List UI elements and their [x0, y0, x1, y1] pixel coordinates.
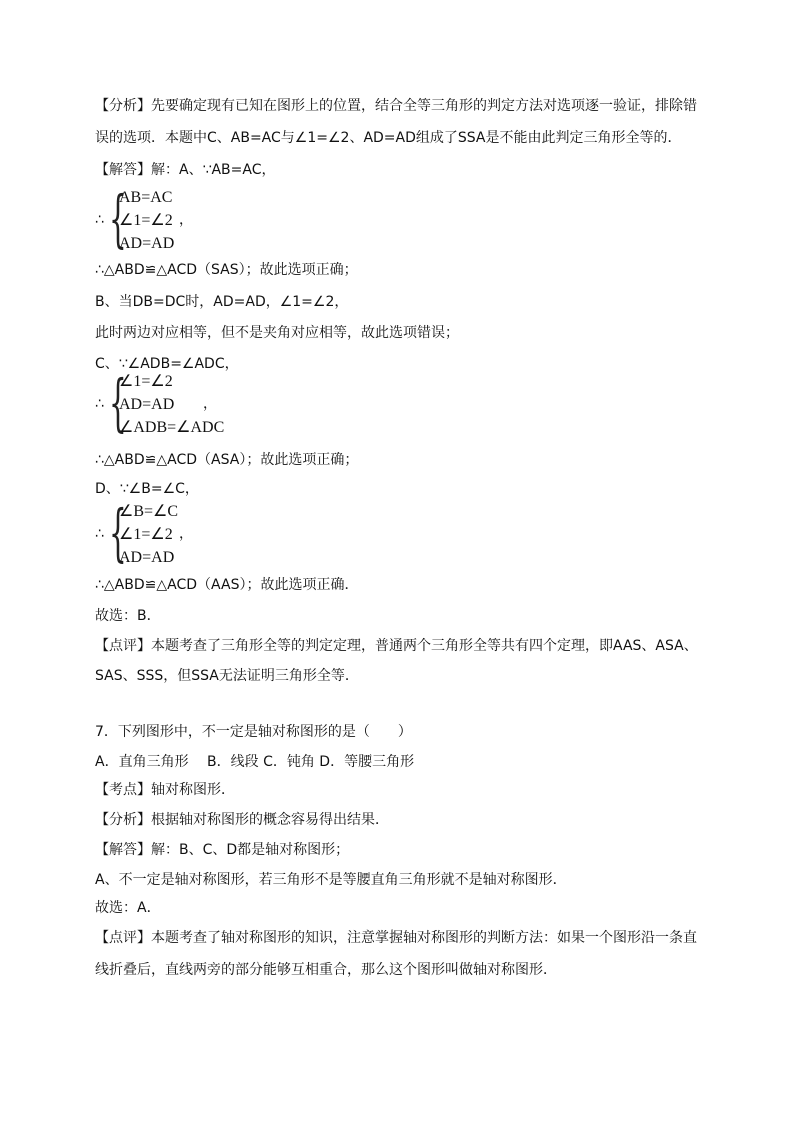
- question-7-stem: 7．下列图形中，不一定是轴对称图形的是（ ）: [95, 724, 412, 740]
- system-rows: [119, 500, 178, 569]
- equation-system-a: [95, 184, 335, 256]
- left-brace: {: [109, 182, 127, 255]
- system-comma: ，: [179, 212, 193, 228]
- left-brace: {: [109, 496, 127, 569]
- conclusion-a: ∴△ABD≌△ACD（SAS）；故此选项正确；: [95, 262, 358, 278]
- option-d-intro: D、∵∠B=∠C，: [95, 481, 199, 497]
- equation-system-d: [95, 498, 335, 570]
- therefore-symbol: ∴: [95, 212, 104, 228]
- system-rows: [119, 186, 174, 255]
- analysis-line-2: 误的选项．本题中C、AB=AC与∠1=∠2、AD=AD组成了SSA是不能由此判定三角形全等的．: [95, 130, 682, 146]
- option-b-line-2: 此时两边对应相等，但不是夹角对应相等，故此选项错误；: [95, 325, 459, 341]
- system-row: ∠1=∠2: [119, 526, 173, 543]
- system-row: AD=AD: [119, 396, 175, 413]
- question-7-answer-line-2: A、不一定是轴对称图形，若三角形不是等腰直角三角形就不是轴对称图形．: [95, 872, 567, 888]
- question-7-options: A．直角三角形 B．线段 C．钝角 D．等腰三角形: [95, 754, 415, 770]
- analysis-line-1: 【分析】先要确定现有已知在图形上的位置，结合全等三角形的判定方法对选项逐一验证，排除错: [95, 98, 697, 114]
- question-7-choice: 故选：A．: [95, 900, 161, 916]
- therefore-symbol: ∴: [95, 396, 104, 412]
- comment-line-2: SAS、SSS，但SSA无法证明三角形全等．: [95, 668, 359, 684]
- conclusion-c: ∴△ABD≌△ACD（ASA）；故此选项正确；: [95, 452, 359, 468]
- system-row: ∠1=∠2: [119, 373, 173, 390]
- answer-intro: 【解答】解：A、∵AB=AC，: [95, 162, 276, 178]
- system-row: AD=AD: [119, 235, 175, 252]
- question-7-comment-line-1: 【点评】本题考查了轴对称图形的知识，注意掌握轴对称图形的判断方法：如果一个图形沿一条直: [95, 930, 697, 946]
- system-row: AB=AC: [119, 189, 173, 206]
- question-7-comment-line-2: 线折叠后，直线两旁的部分能够互相重合，那么这个图形叫做轴对称图形．: [95, 962, 557, 978]
- question-7-answer-line-1: 【解答】解：B、C、D都是轴对称图形；: [95, 842, 350, 858]
- system-row: AD=AD: [119, 549, 175, 566]
- choice-b: 故选：B．: [95, 608, 161, 624]
- system-row: ∠B=∠C: [119, 503, 179, 520]
- question-7-analysis: 【分析】根据轴对称图形的概念容易得出结果．: [95, 812, 389, 828]
- left-brace: {: [109, 366, 127, 439]
- therefore-symbol: ∴: [95, 526, 104, 542]
- system-row: ∠ADB=∠ADC: [119, 419, 225, 436]
- system-comma: ，: [179, 526, 193, 542]
- conclusion-d: ∴△ABD≌△ACD（AAS）；故此选项正确．: [95, 577, 359, 593]
- option-c-intro: C、∵∠ADB=∠ADC，: [95, 356, 239, 372]
- option-b-line-1: B、当DB=DC时，AD=AD，∠1=∠2，: [95, 294, 349, 310]
- system-comma: ，: [203, 396, 217, 412]
- comment-line-1: 【点评】本题考查了三角形全等的判定定理，普通两个三角形全等共有四个定理，即AAS、ASA、: [95, 638, 698, 654]
- question-7-kaodian: 【考点】轴对称图形．: [95, 782, 235, 798]
- system-row: ∠1=∠2: [119, 212, 173, 229]
- equation-system-c: [95, 368, 335, 440]
